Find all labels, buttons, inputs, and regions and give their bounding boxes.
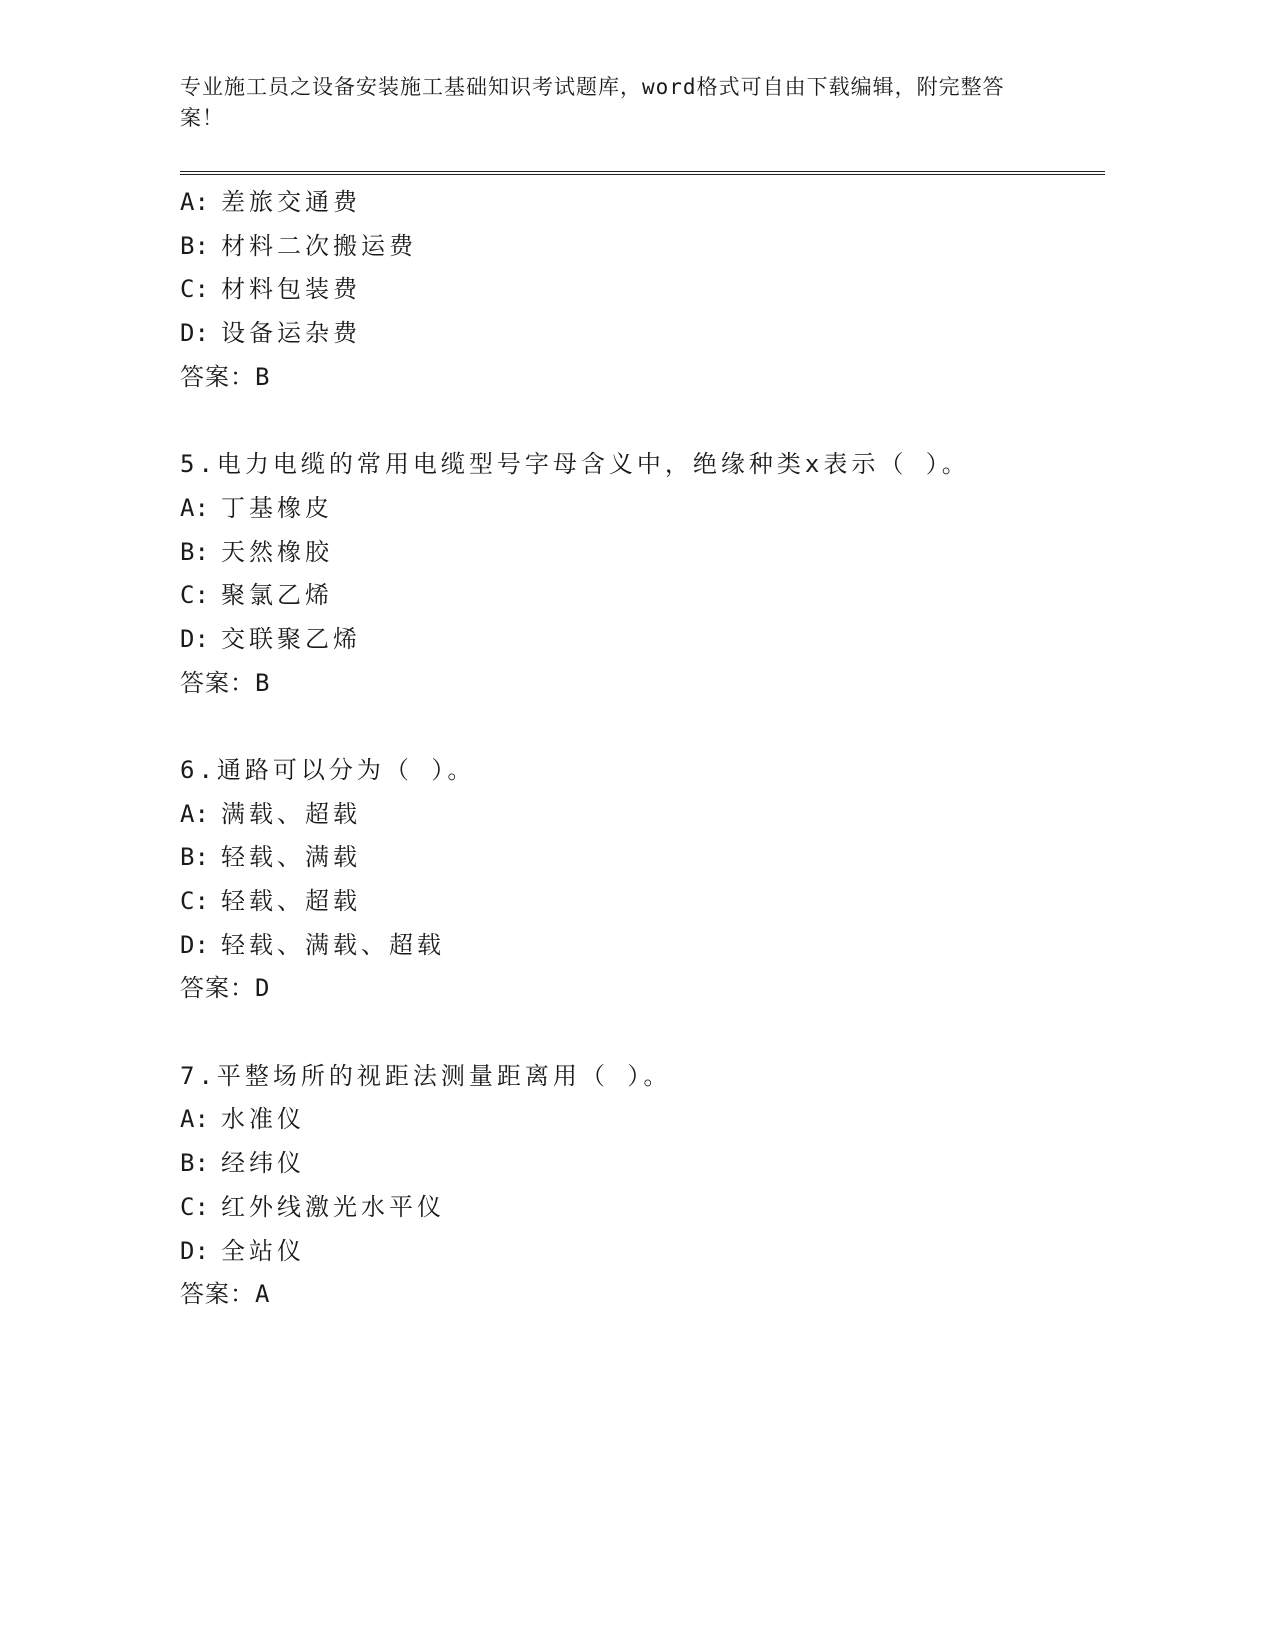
answer-value: A (255, 1280, 271, 1309)
option-text: 天然橡胶 (221, 537, 333, 566)
question-text: 6.通路可以分为（ ）。 (180, 755, 476, 784)
header-divider (180, 171, 1105, 175)
answer-label: 答案： (180, 362, 255, 391)
option-c (180, 269, 1105, 313)
answer-value: D (255, 974, 271, 1003)
option-b (180, 1143, 1105, 1187)
question-5 (180, 444, 1105, 706)
option-text: 轻载、超载 (221, 887, 361, 915)
option-letter: C: (180, 1192, 209, 1221)
answer-line (180, 663, 1105, 707)
option-letter: D: (180, 319, 209, 348)
option-c (180, 1187, 1105, 1231)
option-a (180, 488, 1105, 532)
answer-value: B (255, 668, 271, 697)
answer-line (180, 968, 1105, 1012)
option-text: 水准仪 (221, 1105, 305, 1134)
spacer (180, 1012, 1105, 1056)
option-c (180, 881, 1105, 925)
option-text: 设备运杂费 (221, 319, 361, 348)
option-b (180, 837, 1105, 881)
option-letter: B: (180, 231, 209, 260)
option-text: 轻载、满载 (221, 843, 361, 872)
option-d (180, 313, 1105, 357)
answer-line (180, 357, 1105, 401)
answer-label: 答案： (180, 668, 255, 697)
option-letter: B: (180, 1149, 209, 1178)
option-b (180, 226, 1105, 270)
option-text: 聚氯乙烯 (221, 581, 333, 610)
option-text: 材料包装费 (221, 275, 361, 304)
option-text: 材料二次搬运费 (221, 231, 417, 260)
option-letter: A: (180, 799, 209, 828)
spacer (180, 706, 1105, 750)
option-letter: D: (180, 1236, 209, 1265)
option-c (180, 575, 1105, 619)
question-text: 7.平整场所的视距法测量距离用（ ）。 (180, 1061, 672, 1090)
option-b (180, 532, 1105, 576)
answer-value: B (255, 362, 271, 391)
question-7 (180, 1056, 1105, 1318)
option-text: 满载、超载 (221, 799, 361, 828)
option-text: 交联聚乙烯 (221, 624, 361, 653)
option-a (180, 182, 1105, 226)
option-letter: A: (180, 1105, 209, 1134)
option-d (180, 619, 1105, 663)
answer-label: 答案： (180, 1280, 255, 1309)
option-text: 轻载、满载、超载 (221, 930, 445, 959)
option-text: 经纬仪 (221, 1149, 305, 1178)
spacer (180, 400, 1105, 444)
option-d (180, 925, 1105, 969)
option-text: 差旅交通费 (221, 188, 361, 216)
question-text: 5.电力电缆的常用电缆型号字母含义中，绝缘种类x表示（ ）。 (180, 450, 970, 479)
option-letter: A: (180, 493, 209, 522)
option-letter: C: (180, 581, 209, 610)
answer-label: 答案： (180, 974, 255, 1003)
option-text: 丁基橡皮 (221, 493, 333, 522)
option-letter: A: (180, 188, 209, 216)
question-4 (180, 182, 1105, 400)
answer-line (180, 1274, 1105, 1318)
option-d (180, 1231, 1105, 1275)
option-letter: D: (180, 930, 209, 959)
option-a (180, 1099, 1105, 1143)
question-list (180, 182, 1105, 1318)
option-text: 全站仪 (221, 1236, 305, 1265)
document-header: 专业施工员之设备安装施工基础知识考试题库，word格式可自由下载编辑，附完整答案！ (180, 75, 1005, 130)
option-letter: C: (180, 887, 209, 915)
option-letter: B: (180, 843, 209, 872)
option-a (180, 794, 1105, 838)
option-text: 红外线激光水平仪 (221, 1192, 445, 1221)
option-letter: B: (180, 537, 209, 566)
option-letter: D: (180, 624, 209, 653)
question-6 (180, 750, 1105, 1012)
option-letter: C: (180, 275, 209, 304)
